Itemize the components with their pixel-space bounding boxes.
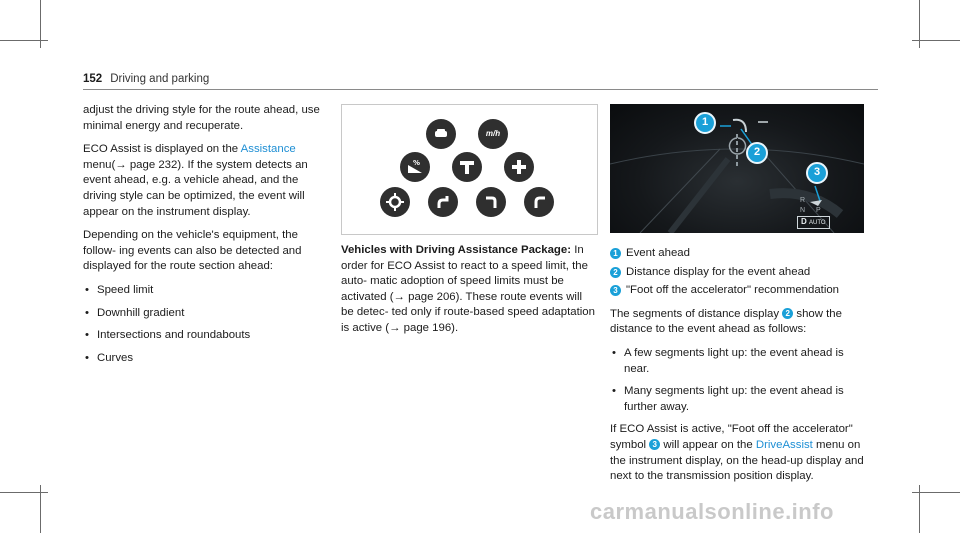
distance-list: [610, 346, 870, 415]
page-header: [83, 72, 209, 88]
list-item: • Many segments light up: the event ahead is further away.: [610, 384, 870, 415]
list-item: • Intersections and roundabouts: [83, 328, 328, 344]
paragraph: Vehicles with Driving Assistance Package: In order for ECO Assist to react to a speed limit, the auto- matic adoption of speed limits must be activated (→ page 206). These route events will be detec- ted only if route-based speed adaptation is active (→ page 196).: [341, 244, 595, 334]
paragraph: adjust the driving style for the route ahead, use minimal energy and recuperate.: [83, 104, 320, 132]
list-item: • Speed limit: [83, 283, 328, 299]
callout-1: 1: [694, 112, 716, 134]
instrument-cluster-image: [610, 104, 864, 233]
list-item: • A few segments light up: the event ahead is near.: [610, 346, 870, 377]
gear-p: P: [816, 207, 821, 214]
event-list: [83, 283, 328, 366]
turn-right-icon: [524, 187, 554, 217]
intersection-cross-icon: [504, 152, 534, 182]
legend-item: 2 Distance display for the event ahead: [610, 265, 870, 281]
list-item: • Curves: [83, 351, 328, 367]
curve-right-icon: [476, 187, 506, 217]
gear-d-auto-badge: D AUTO: [797, 216, 830, 229]
crop-mark: [0, 40, 48, 41]
assistance-menu-link[interactable]: Assistance: [240, 143, 296, 156]
page-number: 152: [83, 73, 103, 85]
legend-item: 1 Event ahead: [610, 246, 870, 262]
roundabout-icon: [380, 187, 410, 217]
callout-2: 2: [746, 142, 768, 164]
column-right: [610, 246, 870, 493]
crop-mark: [912, 40, 960, 41]
event-icons-figure: [341, 104, 598, 235]
crop-mark: [912, 492, 960, 493]
legend-item: 3 "Foot off the accelerator" recommendation: [610, 283, 870, 299]
column-left: [83, 103, 328, 373]
downhill-gradient-icon: [400, 152, 430, 182]
paragraph-heading: Vehicles with Driving Assistance Package:: [341, 244, 572, 256]
watermark: carmanualsonline.info: [590, 499, 834, 524]
section-title: Driving and parking: [110, 73, 210, 85]
curve-left-icon: [428, 187, 458, 217]
paragraph: Depending on the vehicle's equipment, the follow- ing events can also be detected and displayed for the route section ahead:: [83, 229, 302, 273]
gear-n: N: [800, 207, 806, 214]
vehicle-ahead-icon: [426, 119, 456, 149]
paragraph: The segments of distance display 2 show the distance to the event ahead as follows:: [610, 307, 842, 336]
intersection-t-icon: [452, 152, 482, 182]
list-item: • Downhill gradient: [83, 306, 328, 322]
svg-text:%: %: [413, 159, 421, 167]
column-middle: [341, 243, 596, 345]
speed-limit-icon: m/h: [478, 119, 508, 149]
gear-r: R: [800, 197, 806, 204]
driveassist-menu-link[interactable]: DriveAssist: [755, 438, 813, 451]
header-rule: [83, 89, 878, 90]
crop-mark: [0, 492, 48, 493]
paragraph: ECO Assist is displayed on the Assistance menu(→ page 232). If the system detects an event ahead, e.g. a vehicle ahead, and the driving style can be optimized, the event will appear on the instrument display.: [83, 143, 308, 218]
paragraph: If ECO Assist is active, "Foot off the accelerator" symbol 3 will appear on the DriveAssist menu on the instrument display, on the head-up display and next to the transmission position display.: [610, 423, 864, 483]
callout-3: 3: [806, 162, 828, 184]
